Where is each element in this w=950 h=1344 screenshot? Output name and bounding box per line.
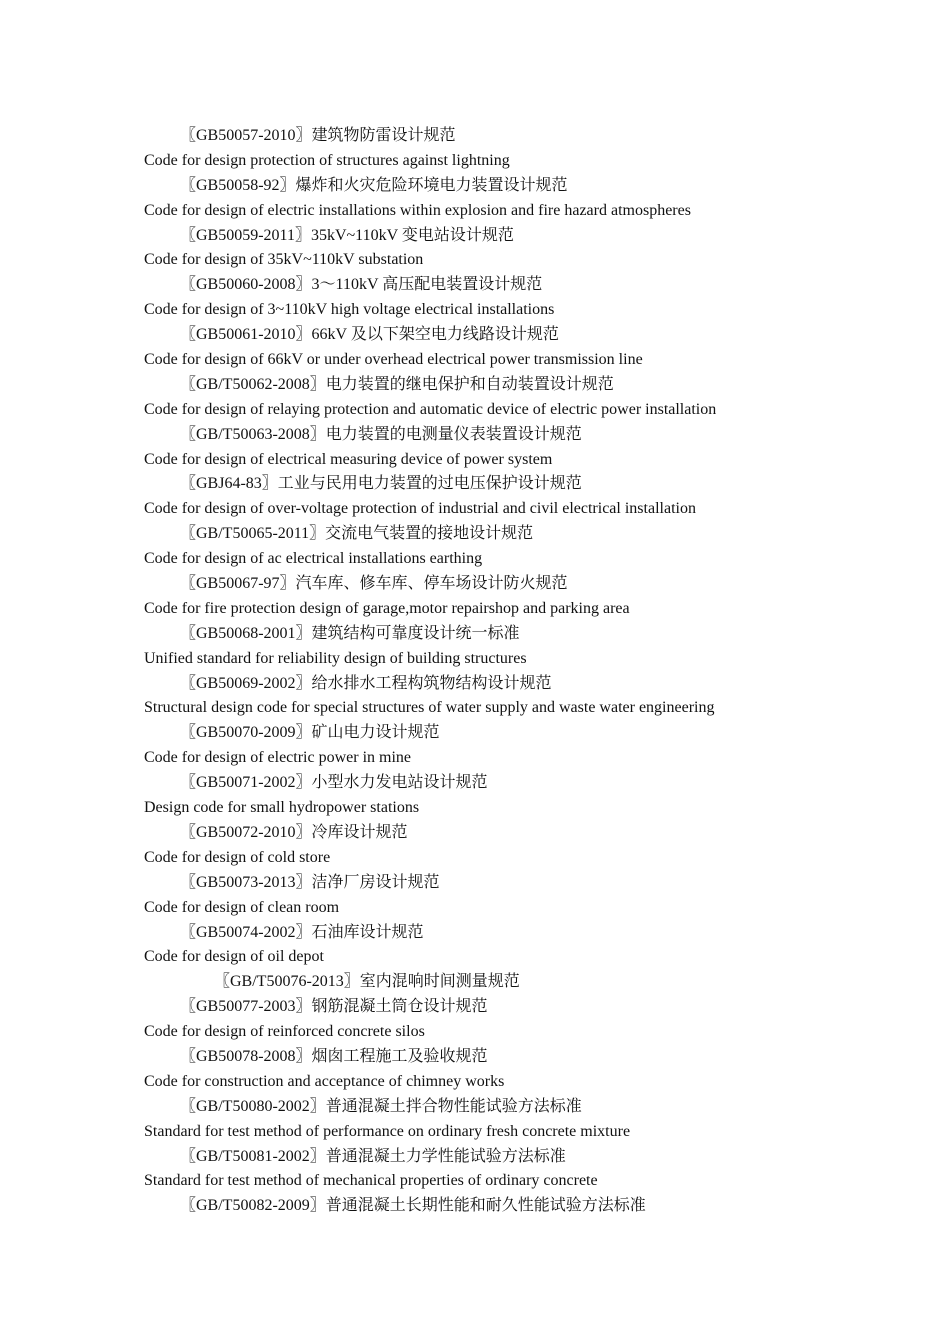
standard-english-title: Code for fire protection design of garage,motor repairshop and parking area — [144, 599, 630, 617]
standard-english-title: Code for design of reinforced concrete silos — [144, 1023, 425, 1041]
standard-english-title: Code for design of 35kV~110kV substation — [144, 251, 424, 269]
standard-code-line: 〖GB/T50076-2013〗室内混响时间测量规范 — [214, 973, 520, 991]
standard-code-line: 〖GB/T50065-2011〗交流电气装置的接地设计规范 — [180, 525, 534, 543]
standard-english-title: Code for design of electrical measuring device of power system — [144, 450, 553, 468]
standard-code-line: 〖GB50073-2013〗洁净厂房设计规范 — [180, 873, 440, 891]
standard-code-line: 〖GB/T50062-2008〗电力装置的继电保护和自动装置设计规范 — [180, 375, 614, 393]
standard-code-line: 〖GB50078-2008〗烟囱工程施工及验收规范 — [180, 1047, 488, 1065]
standard-english-title: Code for design of electric installations within explosion and fire hazard atmospheres — [144, 201, 691, 219]
standards-list — [144, 124, 924, 1219]
standard-code-line: 〖GB50071-2002〗小型水力发电站设计规范 — [180, 774, 488, 792]
standard-code-line: 〖GB50059-2011〗35kV~110kV 变电站设计规范 — [180, 226, 514, 244]
standard-code-line: 〖GB50058-92〗爆炸和火灾危险环境电力装置设计规范 — [180, 176, 568, 194]
standard-english-title: Code for design of relaying protection and automatic device of electric power installation — [144, 400, 717, 418]
standard-english-title: Code for design of oil depot — [144, 948, 324, 966]
standard-code-line: 〖GB50069-2002〗给水排水工程构筑物结构设计规范 — [180, 674, 552, 692]
standard-english-title: Code for design of ac electrical installations earthing — [144, 550, 483, 568]
standard-code-line: 〖GB50061-2010〗66kV 及以下架空电力线路设计规范 — [180, 326, 559, 344]
standard-code-line: 〖GB50072-2010〗冷库设计规范 — [180, 823, 408, 841]
standard-english-title: Code for design of over-voltage protection of industrial and civil electrical installation — [144, 500, 696, 518]
standard-english-title: Code for design of electric power in mine — [144, 749, 412, 767]
standard-code-line: 〖GB/T50082-2009〗普通混凝土长期性能和耐久性能试验方法标准 — [180, 1197, 646, 1215]
standard-code-line: 〖GBJ64-83〗工业与民用电力装置的过电压保护设计规范 — [180, 475, 582, 493]
standard-english-title: Code for design of clean room — [144, 898, 340, 916]
standard-code-line: 〖GB/T50081-2002〗普通混凝土力学性能试验方法标准 — [180, 1147, 566, 1165]
standard-code-line: 〖GB/T50063-2008〗电力装置的电测量仪表装置设计规范 — [180, 425, 582, 443]
standard-code-line: 〖GB50077-2003〗钢筋混凝土筒仓设计规范 — [180, 998, 488, 1016]
standard-code-line: 〖GB50060-2008〗3～110kV 高压配电装置设计规范 — [180, 276, 543, 294]
standard-code-line: 〖GB50067-97〗汽车库、修车库、停车场设计防火规范 — [180, 575, 568, 593]
standard-english-title: Code for design of 3~110kV high voltage electrical installations — [144, 301, 555, 319]
standard-english-title: Code for design of cold store — [144, 848, 331, 866]
standard-english-title: Code for construction and acceptance of chimney works — [144, 1072, 505, 1090]
standard-code-line: 〖GB50068-2001〗建筑结构可靠度设计统一标准 — [180, 624, 520, 642]
standard-english-title: Design code for small hydropower stations — [144, 799, 420, 817]
standard-english-title: Code for design protection of structures against lightning — [144, 151, 510, 169]
standard-english-title: Structural design code for special structures of water supply and waste water engineering — [144, 699, 715, 717]
standard-english-title: Code for design of 66kV or under overhead electrical power transmission line — [144, 351, 643, 369]
standard-english-title: Standard for test method of mechanical properties of ordinary concrete — [144, 1172, 598, 1190]
standard-english-title: Unified standard for reliability design of building structures — [144, 649, 527, 667]
standard-code-line: 〖GB50057-2010〗建筑物防雷设计规范 — [180, 127, 456, 144]
standard-code-line: 〖GB50074-2002〗石油库设计规范 — [180, 923, 424, 941]
standard-code-line: 〖GB/T50080-2002〗普通混凝土拌合物性能试验方法标准 — [180, 1097, 582, 1115]
standard-code-line: 〖GB50070-2009〗矿山电力设计规范 — [180, 724, 440, 742]
standard-english-title: Standard for test method of performance on ordinary fresh concrete mixture — [144, 1122, 631, 1140]
